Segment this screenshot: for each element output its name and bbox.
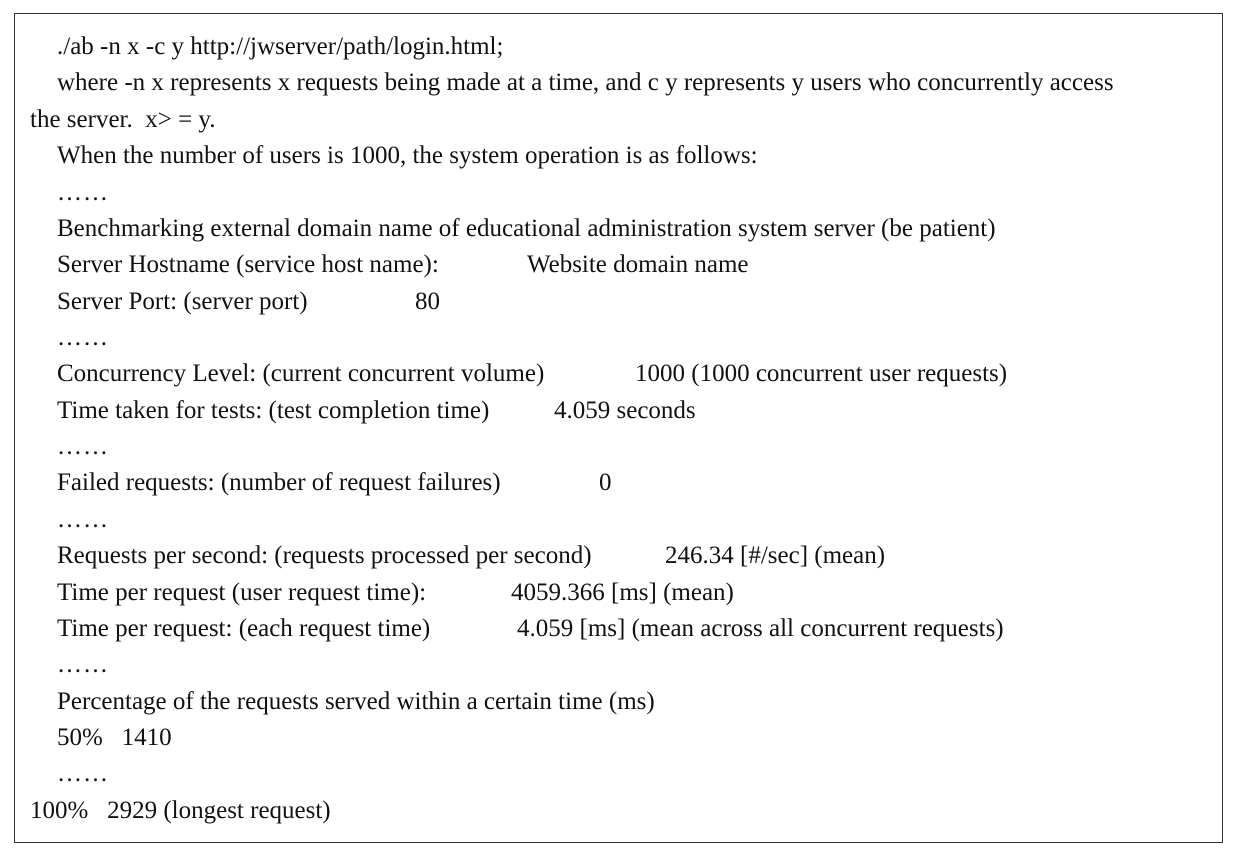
ellipsis-5: …… [57,651,109,678]
rps-label: Requests per second: (requests processed per second) [57,542,592,569]
failed-value: 0 [599,469,612,496]
tpr-each-value: 4.059 [ms] (mean across all concurrent requests) [517,615,1004,642]
concurrency-label: Concurrency Level: (current concurrent volume) [57,360,545,387]
ellipsis-1: …… [57,179,109,206]
benchmarking-line: Benchmarking external domain name of educational administration system server (be patient) [57,215,996,242]
rps-value: 246.34 [#/sec] (mean) [665,542,886,569]
where-line-2: the server. x> = y. [30,106,216,133]
when-line: When the number of users is 1000, the system operation is as follows: [57,142,758,169]
port-value: 80 [415,288,440,315]
tpr-user-value: 4059.366 [ms] (mean) [511,579,734,606]
text-box-content [15,14,1222,842]
ellipsis-2: …… [57,324,109,351]
ellipsis-3: …… [57,433,109,460]
percentage-line: Percentage of the requests served within a certain time (ms) [57,688,655,715]
ellipsis-6: …… [57,760,109,787]
time-taken-value: 4.059 seconds [554,397,696,424]
concurrency-value: 1000 (1000 concurrent user requests) [635,360,1008,387]
tpr-each-label: Time per request: (each request time) [57,615,431,642]
where-line-1: where -n x represents x requests being made at a time, and c y represents y users who concurrently access [57,69,1114,96]
command-line: ./ab -n x -c y http://jwserver/path/login.html; [57,33,504,60]
failed-label: Failed requests: (number of request failures) [57,469,501,496]
hostname-value: Website domain name [527,251,749,278]
ellipsis-4: …… [57,506,109,533]
p100-line: 100% 2929 (longest request) [30,797,331,824]
hostname-label: Server Hostname (service host name): [57,251,439,278]
tpr-user-label: Time per request (user request time): [57,579,427,606]
time-taken-label: Time taken for tests: (test completion time) [57,397,490,424]
port-label: Server Port: (server port) [57,288,308,315]
text-box-frame [14,13,1223,843]
p50-line: 50% 1410 [57,724,172,751]
